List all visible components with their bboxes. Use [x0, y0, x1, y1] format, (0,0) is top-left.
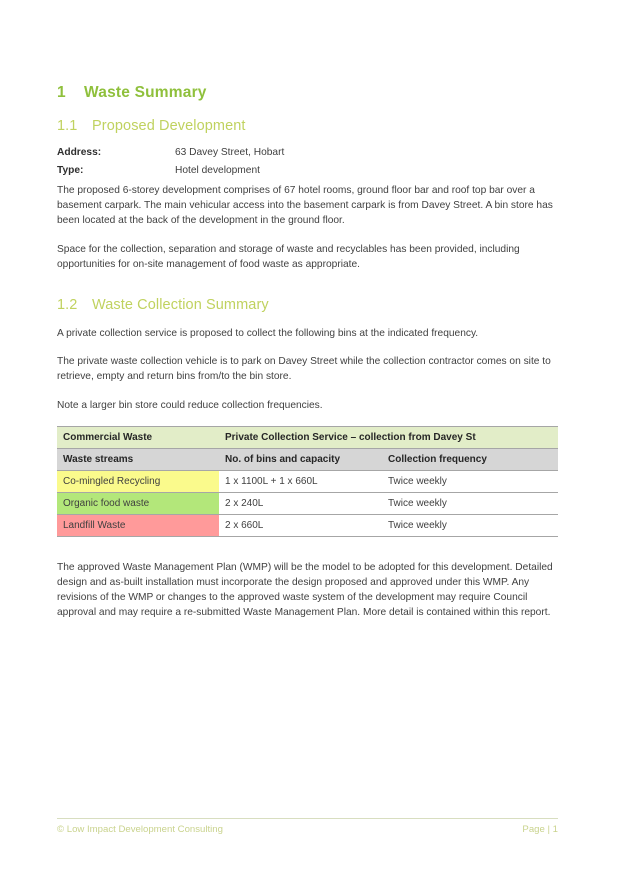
table-cell-waste-stream: Organic food waste — [57, 492, 219, 514]
table-cell-bins: 2 x 660L — [219, 514, 382, 536]
subheading-text: Proposed Development — [92, 118, 246, 134]
table-row — [57, 514, 558, 536]
field-row-address — [57, 147, 558, 158]
table-row — [57, 470, 558, 492]
table-cell-waste-stream: Co-mingled Recycling — [57, 470, 219, 492]
waste-collection-table — [57, 426, 558, 537]
table-cell-waste-stream: Landfill Waste — [57, 514, 219, 536]
subheading-text: Waste Collection Summary — [92, 297, 269, 314]
subheading-number: 1.2 — [57, 297, 78, 314]
footer-copyright: © Low Impact Development Consulting — [57, 824, 223, 835]
table-cell-bins: 1 x 1100L + 1 x 660L — [219, 470, 382, 492]
field-row-type — [57, 165, 558, 176]
paragraph-development-description: The proposed 6-storey development comprises of 67 hotel rooms, ground floor bar and roof top bar over a basement carpark. The main vehicular access into the basement carpark is from Davey Street. A bin store has been located at the back of the development in the ground floor. — [57, 185, 553, 227]
table-cell-bins: 2 x 240L — [219, 492, 382, 514]
document-content — [57, 84, 558, 634]
table-col-header-waste-streams: Waste streams — [57, 448, 219, 470]
table-row — [57, 492, 558, 514]
table-header-commercial-waste: Commercial Waste — [57, 426, 219, 448]
heading-text: Waste Summary — [84, 84, 207, 101]
field-value-address: 63 Davey Street, Hobart — [175, 147, 285, 158]
footer-page-number: Page | 1 — [522, 824, 558, 835]
paragraph-wmp-approval: The approved Waste Management Plan (WMP) will be the model to be adopted for this development. Detailed design and as-built installation must incorporate the design proposed and approved under this WMP. Any revisions of the WMP or changes to the approved waste system of the development may require Council approval and may require a re-submitted Waste Management Plan. More detail is contained within this report. — [57, 561, 553, 619]
paragraph-private-collection: A private collection service is proposed to collect the following bins at the indicated frequency. — [57, 328, 479, 340]
heading-number: 1 — [57, 84, 66, 101]
heading-waste-collection-summary — [57, 297, 558, 313]
table-col-header-collection-frequency: Collection frequency — [382, 448, 558, 470]
table-cell-frequency: Twice weekly — [382, 492, 558, 514]
paragraph-vehicle-parking: The private waste collection vehicle is to park on Davey Street while the collection contractor comes on site to retrieve, empty and return bins from/to the bin store. — [57, 356, 551, 383]
field-label-address: Address: — [57, 147, 102, 158]
field-value-type: Hotel development — [175, 165, 260, 176]
heading-waste-summary — [57, 84, 558, 102]
heading-proposed-development — [57, 118, 558, 134]
table-header-sub-row — [57, 448, 558, 470]
field-label-type: Type: — [57, 165, 84, 176]
subheading-number: 1.1 — [57, 118, 78, 134]
paragraph-larger-bin-store: Note a larger bin store could reduce collection frequencies. — [57, 399, 323, 411]
table-cell-frequency: Twice weekly — [382, 470, 558, 492]
page-footer — [57, 818, 558, 835]
table-cell-frequency: Twice weekly — [382, 514, 558, 536]
table-header-top-row — [57, 426, 558, 448]
table-col-header-bins-capacity: No. of bins and capacity — [219, 448, 382, 470]
table-header-private-collection-service: Private Collection Service – collection from Davey St — [219, 426, 558, 448]
paragraph-waste-space: Space for the collection, separation and storage of waste and recyclables has been provided, including opportunities for on-site management of food waste as appropriate. — [57, 243, 520, 270]
